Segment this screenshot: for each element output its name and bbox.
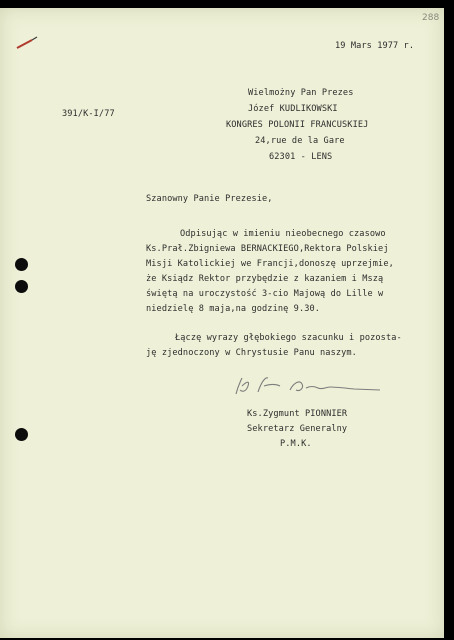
body-p1-line: Odpisując w imieniu nieobecnego czasowo <box>180 229 386 239</box>
signatory-organization: P.M.K. <box>280 439 312 449</box>
recipient-line-3: KONGRES POLONII FRANCUSKIEJ <box>226 120 369 130</box>
handwritten-signature <box>228 372 388 402</box>
body-p1-line: Misji Katolickiej we Francji,donoszę uprzejmie, <box>146 259 394 269</box>
archive-number: 288 <box>422 13 440 23</box>
letter-date: 19 Mars 1977 r. <box>335 41 415 51</box>
body-p1-line: niedzielę 8 maja,na godzinę 9.30. <box>146 304 321 314</box>
recipient-line-5: 62301 - LENS <box>269 152 333 162</box>
recipient-line-4: 24,rue de la Gare <box>255 136 345 146</box>
signatory-title: Sekretarz Generalny <box>247 424 348 434</box>
body-p1-line: świętą na uroczystość 3-cio Majową do Lille w <box>146 289 384 299</box>
body-p2-line: ję zjednoczony w Chrystusie Panu naszym. <box>146 348 357 358</box>
recipient-line-2: Józef KUDLIKOWSKI <box>248 104 338 114</box>
body-p1-line: Ks.Prał.Zbigniewa BERNACKIEGO,Rektora Polskiej <box>146 244 389 254</box>
body-p1-line: że Ksiądz Rektor przybędzie z kazaniem i Mszą <box>146 274 384 284</box>
recipient-line-1: Wielmożny Pan Prezes <box>248 88 354 98</box>
reference-number: 391/K-I/77 <box>62 109 115 119</box>
red-pencil-mark <box>14 32 44 52</box>
letter-page <box>0 8 444 638</box>
body-p2-line: Łączę wyrazy głębokiego szacunku i pozosta- <box>175 333 402 343</box>
salutation: Szanowny Panie Prezesie, <box>146 194 273 204</box>
punch-hole <box>15 428 28 441</box>
punch-hole <box>15 280 28 293</box>
signatory-name: Ks.Zygmunt PIONNIER <box>247 409 348 419</box>
punch-hole <box>15 258 28 271</box>
